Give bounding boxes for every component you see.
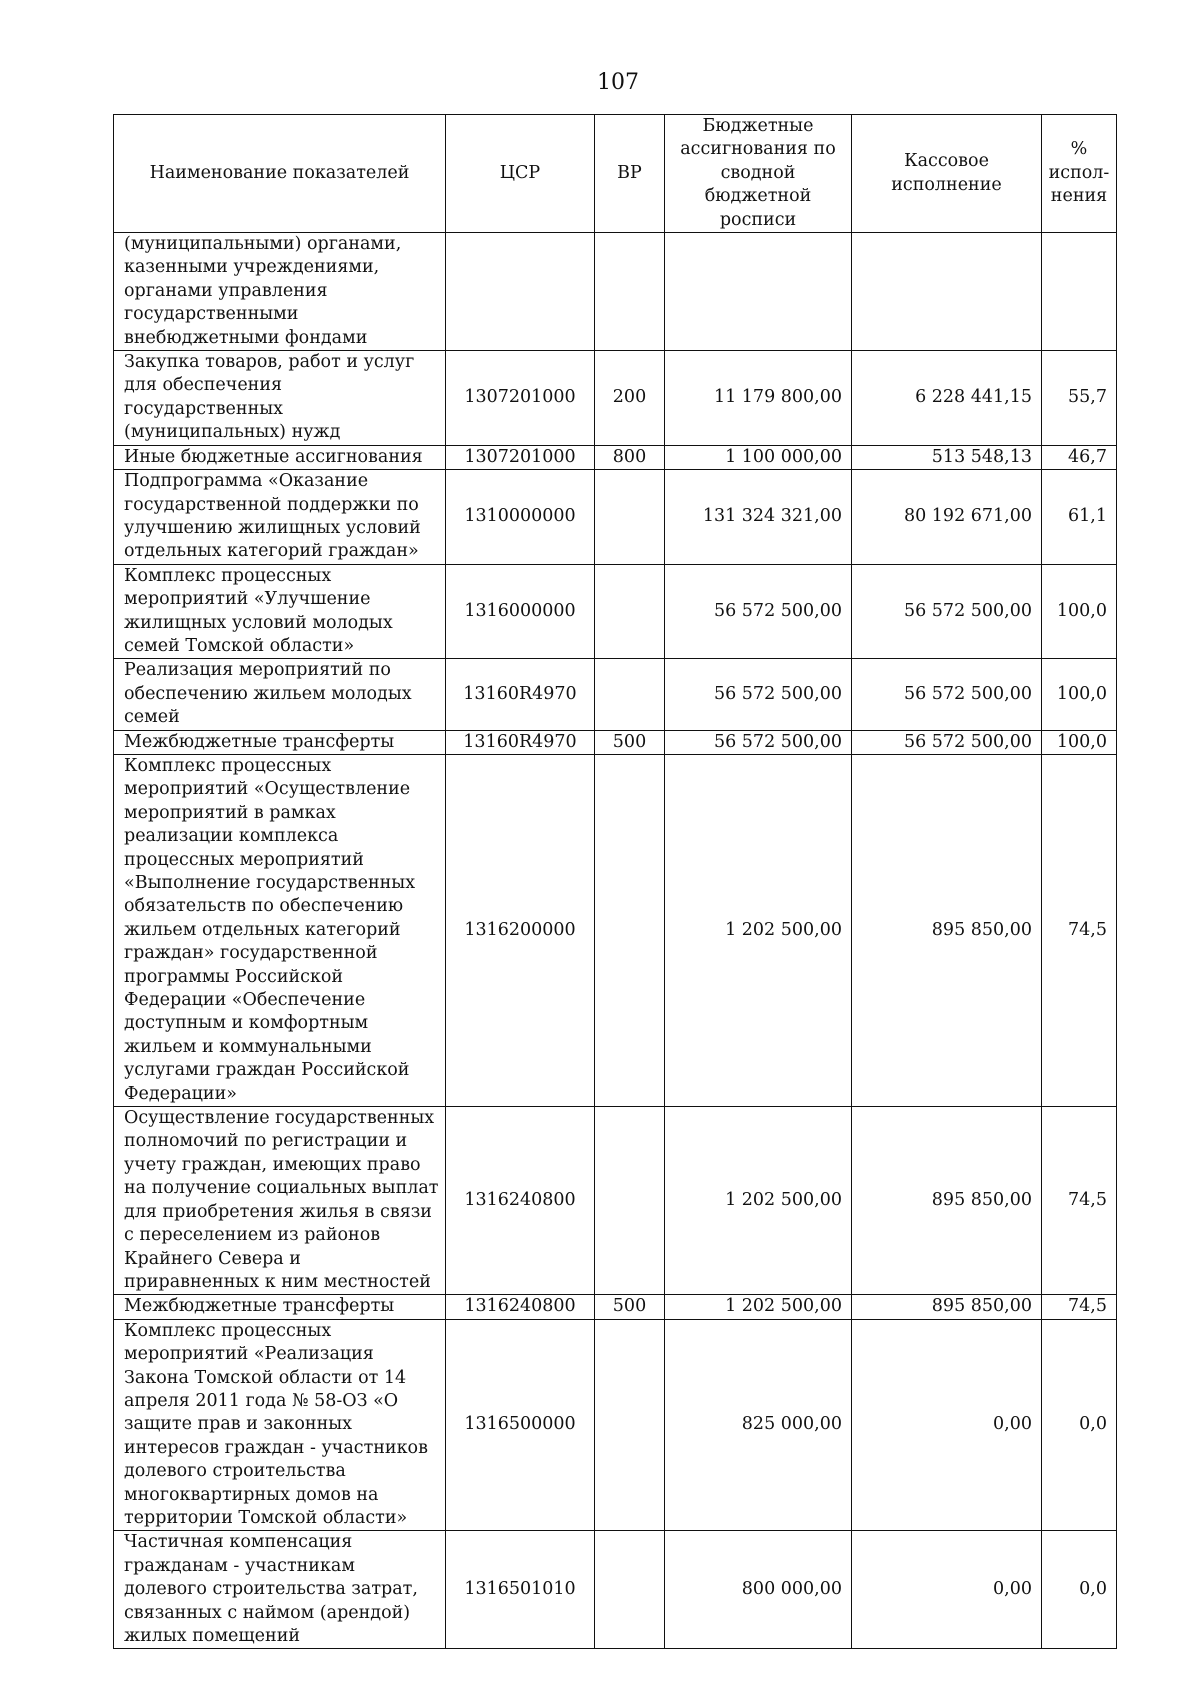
- row-fact: 6 228 441,15: [852, 351, 1042, 446]
- row-csr: 1307201000: [446, 445, 595, 469]
- table-row: [114, 564, 1117, 659]
- row-plan: 131 324 321,00: [665, 470, 852, 565]
- row-pct: 61,1: [1042, 470, 1117, 565]
- row-plan: 11 179 800,00: [665, 351, 852, 446]
- table-row: [114, 1107, 1117, 1295]
- table-header-row: [114, 115, 1117, 233]
- row-vr: 800: [595, 445, 665, 469]
- row-name: Реализация мероприятий по обеспечению жильем молодых семей: [114, 659, 446, 730]
- row-fact: 56 572 500,00: [852, 564, 1042, 659]
- row-csr: 1316200000: [446, 754, 595, 1106]
- row-name: Подпрограмма «Оказание государственной поддержки по улучшению жилищных условий отдельных категорий граждан»: [114, 470, 446, 565]
- page-number: 107: [597, 70, 639, 95]
- row-csr: 1316500000: [446, 1319, 595, 1531]
- table-row: [114, 351, 1117, 446]
- row-csr: 1316000000: [446, 564, 595, 659]
- table-row: [114, 445, 1117, 469]
- row-vr: 200: [595, 351, 665, 446]
- table-row: [114, 470, 1117, 565]
- row-plan: 56 572 500,00: [665, 730, 852, 754]
- row-fact: 895 850,00: [852, 1295, 1042, 1319]
- row-name: Межбюджетные трансферты: [114, 730, 446, 754]
- row-plan: 56 572 500,00: [665, 564, 852, 659]
- row-name: Межбюджетные трансферты: [114, 1295, 446, 1319]
- row-csr: 1310000000: [446, 470, 595, 565]
- row-plan: [665, 233, 852, 351]
- row-name: Частичная компенсация гражданам - участникам долевого строительства затрат, связанных с наймом (арендой) жилых помещений: [114, 1531, 446, 1649]
- row-pct: 100,0: [1042, 730, 1117, 754]
- row-csr: 13160R4970: [446, 659, 595, 730]
- row-pct: 55,7: [1042, 351, 1117, 446]
- header-pct: % испол-нения: [1042, 115, 1117, 233]
- row-name: (муниципальными) органами, казенными учреждениями, органами управления государственными внебюджетными фондами: [114, 233, 446, 351]
- row-plan: 56 572 500,00: [665, 659, 852, 730]
- row-fact: 513 548,13: [852, 445, 1042, 469]
- row-pct: 74,5: [1042, 1295, 1117, 1319]
- table-row: [114, 1319, 1117, 1531]
- row-pct: 46,7: [1042, 445, 1117, 469]
- row-fact: 0,00: [852, 1531, 1042, 1649]
- table-row: [114, 754, 1117, 1106]
- row-csr: [446, 233, 595, 351]
- row-fact: 895 850,00: [852, 754, 1042, 1106]
- row-vr: [595, 754, 665, 1106]
- table-row: [114, 659, 1117, 730]
- row-name: Иные бюджетные ассигнования: [114, 445, 446, 469]
- header-name: Наименование показателей: [114, 115, 446, 233]
- header-fact: Кассовое исполнение: [852, 115, 1042, 233]
- row-vr: [595, 1319, 665, 1531]
- row-fact: 56 572 500,00: [852, 730, 1042, 754]
- header-vr: ВР: [595, 115, 665, 233]
- row-fact: 56 572 500,00: [852, 659, 1042, 730]
- row-name: Осуществление государственных полномочий по регистрации и учету граждан, имеющих право на получение социальных выплат для приобретения жилья в связи с переселением из районов Крайнего Севера и приравненных к ним местностей: [114, 1107, 446, 1295]
- row-vr: [595, 1107, 665, 1295]
- row-pct: 100,0: [1042, 564, 1117, 659]
- row-csr: 1316240800: [446, 1107, 595, 1295]
- row-vr: 500: [595, 1295, 665, 1319]
- row-plan: 825 000,00: [665, 1319, 852, 1531]
- row-pct: 100,0: [1042, 659, 1117, 730]
- row-name: Комплекс процессных мероприятий «Реализация Закона Томской области от 14 апреля 2011 года № 58-ОЗ «О защите прав и законных интересов граждан - участников долевого строительства многоквартирных домов на территории Томской области»: [114, 1319, 446, 1531]
- row-pct: 0,0: [1042, 1319, 1117, 1531]
- table-row: [114, 233, 1117, 351]
- row-fact: 80 192 671,00: [852, 470, 1042, 565]
- row-vr: [595, 659, 665, 730]
- header-plan: Бюджетные ассигнования по сводной бюджетной росписи: [665, 115, 852, 233]
- row-name: Закупка товаров, работ и услуг для обеспечения государственных (муниципальных) нужд: [114, 351, 446, 446]
- row-plan: 800 000,00: [665, 1531, 852, 1649]
- row-pct: 0,0: [1042, 1531, 1117, 1649]
- row-vr: [595, 1531, 665, 1649]
- row-csr: 13160R4970: [446, 730, 595, 754]
- row-vr: [595, 470, 665, 565]
- row-pct: 74,5: [1042, 1107, 1117, 1295]
- table-row: [114, 730, 1117, 754]
- row-csr: 1307201000: [446, 351, 595, 446]
- row-plan: 1 202 500,00: [665, 1295, 852, 1319]
- row-fact: 0,00: [852, 1319, 1042, 1531]
- row-plan: 1 100 000,00: [665, 445, 852, 469]
- row-fact: [852, 233, 1042, 351]
- row-vr: [595, 564, 665, 659]
- row-plan: 1 202 500,00: [665, 754, 852, 1106]
- row-plan: 1 202 500,00: [665, 1107, 852, 1295]
- row-pct: [1042, 233, 1117, 351]
- row-name: Комплекс процессных мероприятий «Осуществление мероприятий в рамках реализации комплекса процессных мероприятий «Выполнение государственных обязательств по обеспечению жильем отдельных категорий граждан» государственной программы Российской Федерации «Обеспечение доступным и комфортным жильем и коммунальными услугами граждан Российской Федерации»: [114, 754, 446, 1106]
- row-fact: 895 850,00: [852, 1107, 1042, 1295]
- header-csr: ЦСР: [446, 115, 595, 233]
- row-csr: 1316240800: [446, 1295, 595, 1319]
- row-vr: 500: [595, 730, 665, 754]
- row-name: Комплекс процессных мероприятий «Улучшение жилищных условий молодых семей Томской области»: [114, 564, 446, 659]
- row-vr: [595, 233, 665, 351]
- table-row: [114, 1295, 1117, 1319]
- row-pct: 74,5: [1042, 754, 1117, 1106]
- budget-execution-table: [113, 114, 1117, 1649]
- table-row: [114, 1531, 1117, 1649]
- row-csr: 1316501010: [446, 1531, 595, 1649]
